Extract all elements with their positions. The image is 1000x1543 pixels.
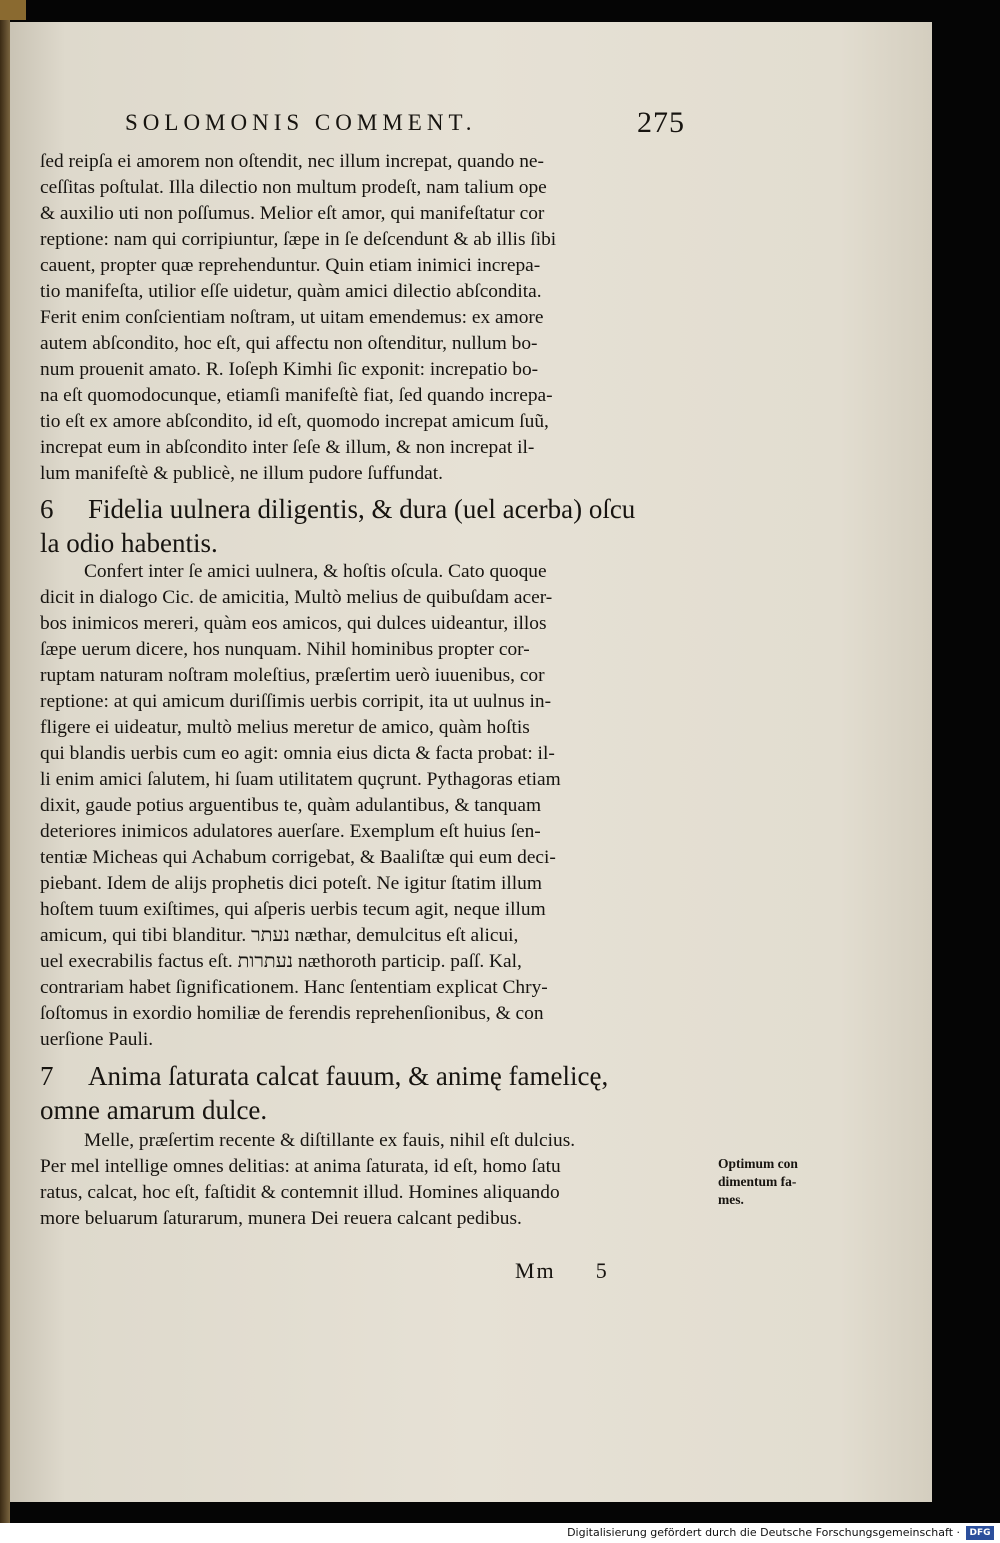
commentary-block-6 [40, 559, 705, 1053]
verse-6 [40, 492, 705, 560]
digitization-footer [0, 1523, 1000, 1543]
scan-corner [0, 0, 26, 20]
marginal-line: mes. [718, 1192, 744, 1207]
verse-line: omne amarum dulce. [40, 1095, 268, 1125]
verse-7 [40, 1059, 705, 1127]
verse-text: Anima ſaturata calcat fauum, & animę famelicę, [88, 1061, 609, 1091]
verse-number: 7 [40, 1061, 54, 1091]
verse-number: 6 [40, 494, 54, 524]
text-line: reptione: nam qui corripiuntur, ſæpe in ſe deſcendunt & ab illis ſibi [40, 229, 557, 250]
text-line: ratus, calcat, hoc eſt, faſtidit & contemnit illud. Homines aliquando [40, 1182, 560, 1203]
dfg-logo-icon: DFG [966, 1526, 994, 1540]
text-line: increpat eum in abſcondito inter ſeſe & illum, & non increpat il- [40, 437, 535, 458]
text-line: Per mel intellige omnes delitias: at anima ſaturata, id eſt, homo ſatu [40, 1156, 561, 1177]
marginal-line: Optimum con [718, 1156, 798, 1171]
signature-number: 5 [595, 1258, 609, 1283]
text-line: amicum, qui tibi blanditur. נעתר næthar, demulcitus eſt alicui, [40, 925, 519, 946]
text-line: & auxilio uti non poſſumus. Melior eſt amor, qui manifeſtatur cor [40, 203, 545, 224]
verse-text: Fidelia uulnera diligentis, & dura (uel acerba) oſcu [88, 494, 636, 524]
text-line: tio manifeſta, utilior eſſe uidetur, quàm amici dilectio abſcondita. [40, 281, 542, 302]
text-line: bos inimicos mereri, quàm eos amicos, qui dulces uideantur, illos [40, 613, 547, 634]
text-line: fligere ei uideatur, multò melius meretur de amico, quàm hoſtis [40, 717, 530, 738]
text-line: cauent, propter quæ reprehenduntur. Quin etiam inimici increpa- [40, 255, 541, 276]
signature-mark [515, 1258, 609, 1284]
text-line: dixit, gaude potius arguentibus te, quàm adulantibus, & tanquam [40, 795, 542, 816]
text-line: dicit in dialogo Cic. de amicitia, Multò melius de quibuſdam acer- [40, 587, 553, 608]
text-line: hoſtem tuum exiſtimes, qui aſperis uerbis tecum agit, neque illum [40, 899, 546, 920]
commentary-block-7 [40, 1128, 705, 1232]
text-line: ſed reipſa ei amorem non oſtendit, nec illum increpat, quando ne- [40, 151, 544, 172]
text-line: uel execrabilis factus eſt. נעתרות næthoroth particip. paſſ. Kal, [40, 951, 522, 972]
binding-edge [0, 0, 10, 1523]
text-line: num prouenit amato. R. Ioſeph Kimhi ſic exponit: increpatio bo- [40, 359, 539, 380]
text-line: contrariam habet ſignificationem. Hanc ſententiam explicat Chry- [40, 977, 548, 998]
text-line: deteriores inimicos adulatores auerſare. Exemplum eſt huius ſen- [40, 821, 541, 842]
verse-line: la odio habentis. [40, 528, 218, 558]
text-line: Ferit enim conſcientiam noſtram, ut uitam emendemus: ex amore [40, 307, 544, 328]
text-line: lum manifeſtè & publicè, ne illum pudore ſuffundat. [40, 463, 443, 484]
text-line: autem abſcondito, hoc eſt, qui affectu non oſtenditur, nullum bo- [40, 333, 538, 354]
text-line: reptione: at qui amicum duriſſimis uerbis corripit, ita ut uulnus in- [40, 691, 552, 712]
signature-letters: Mm [515, 1258, 556, 1283]
book-page [10, 22, 932, 1502]
text-line: piebant. Idem de alijs prophetis dici poteſt. Ne igitur ſtatim illum [40, 873, 542, 894]
running-title: SOLOMONIS COMMENT. [125, 110, 477, 135]
commentary-block-5 [40, 149, 705, 487]
footer-credit: Digitalisierung gefördert durch die Deutsche Forschungsgemeinschaft · [567, 1526, 960, 1539]
text-line: Confert inter ſe amici uulnera, & hoſtis oſcula. Cato quoque [84, 561, 547, 582]
running-head [125, 106, 685, 144]
text-line: Melle, præſertim recente & diſtillante ex fauis, nihil eſt dulcius. [84, 1130, 576, 1151]
text-line: tentiæ Micheas qui Achabum corrigebat, & Baaliſtæ qui eum deci- [40, 847, 556, 868]
text-line: ſæpe uerum dicere, hos nunquam. Nihil hominibus propter cor- [40, 639, 530, 660]
text-line: ruptam naturam noſtram moleſtius, præſertim uerò iuuenibus, cor [40, 665, 545, 686]
verse-line [40, 492, 705, 526]
text-line: ſoſtomus in exordio homiliæ de ferendis reprehenſionibus, & con [40, 1003, 544, 1024]
text-line: li enim amici ſalutem, hi ſuam utilitatem quçrunt. Pythagoras etiam [40, 769, 561, 790]
marginal-note [718, 1155, 838, 1209]
text-line: tio eſt ex amore abſcondito, id eſt, quomodo increpat amicum ſuũ, [40, 411, 549, 432]
text-line: na eſt quomodocunque, etiamſi manifeſtè fiat, ſed quando increpa- [40, 385, 553, 406]
text-line: ceſſitas poſtulat. Illa dilectio non multum prodeſt, nam talium ope [40, 177, 547, 198]
verse-line [40, 1059, 705, 1093]
text-line: uerſione Pauli. [40, 1029, 154, 1050]
text-line: qui blandis uerbis cum eo agit: omnia eius dicta & facta probat: il- [40, 743, 555, 764]
page-number: 275 [637, 106, 685, 139]
text-line: more beluarum ſaturarum, munera Dei reuera calcant pedibus. [40, 1208, 522, 1229]
marginal-line: dimentum fa- [718, 1174, 797, 1189]
